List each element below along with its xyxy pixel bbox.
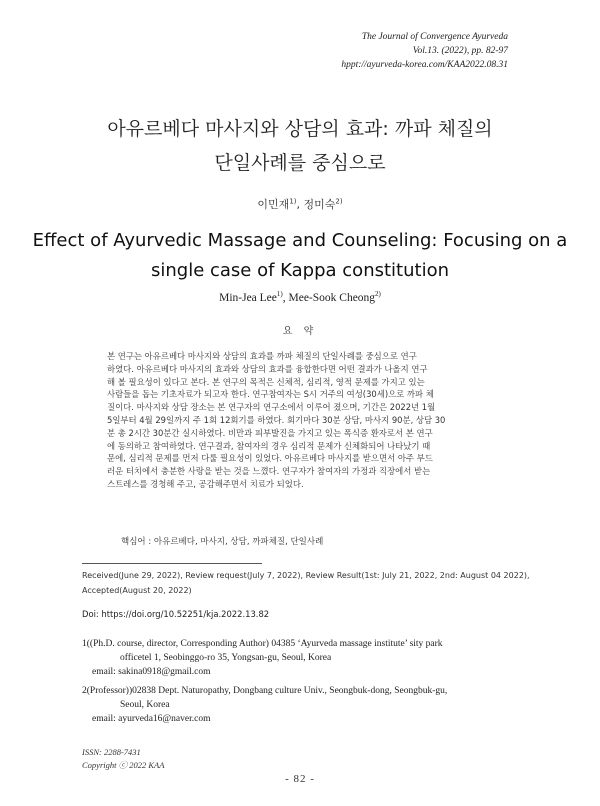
author-ko-1: 이민재 [257, 198, 290, 211]
author-ko-1-mark: 1) [289, 197, 297, 206]
abstract-line: 5일부터 4월 29일까지 주 1회 12회기를 하였다. 회기마다 30분 상담, 마사지 90분, 상담 30 [107, 414, 446, 425]
abstract-line: 하였다. 아유르베다 마사지의 효과와 상담의 효과를 융합한다면 어떤 결과가 나올지 연구 [107, 363, 428, 374]
author-en-1: Min-Jea Lee [219, 291, 277, 304]
footnote-divider [82, 563, 262, 564]
copyright: Copyright ⓒ 2022 KAA [82, 760, 165, 770]
affiliation-2-line-1: 2(Professor))02838 Dept. Naturopathy, Dongbang culture Univ., Seongbuk-dong, Seongbuk-gu, [82, 686, 448, 696]
issn: ISSN: 2288-7431 [82, 747, 141, 757]
review-history-line-1: Received(June 29, 2022), Review request(July 7, 2022), Review Result(1st: July 21, 2022, 2nd: August 04 2022), [82, 571, 530, 580]
abstract-line: 분 총 2시간 30분간 실시하였다. 비만과 피부발진을 가지고 있는 폭식증 환자로서 본 연구 [107, 427, 433, 438]
author-ko-separator: , [296, 198, 304, 211]
author-ko-2-mark: 2) [335, 197, 343, 206]
keywords: 핵심어 : 아유르베다, 마사지, 상담, 까파체질, 단일사례 [121, 537, 324, 547]
journal-name: The Journal of Convergence Ayurveda [361, 32, 508, 42]
journal-header [341, 30, 508, 72]
issn-block [82, 746, 164, 772]
abstract-line: 에 동의하고 참여하였다. 연구결과, 참여자의 경우 심리적 문제가 신체화되어 나타났기 때 [107, 440, 431, 451]
author-en-2: Mee-Sook Cheong [288, 291, 376, 304]
korean-title-line-2: 단일사례를 중심으로 [214, 152, 386, 174]
affiliation-2-email[interactable]: email: ayurveda16@naver.com [92, 714, 211, 724]
abstract-line: 문에, 심리적 문제를 먼저 다룰 필요성이 있었다. 아유르베다 마사지를 받으면서 아주 부드 [107, 453, 433, 464]
journal-url: hppt://ayurveda-korea.com/KAA2022.08.31 [341, 60, 508, 70]
review-history [82, 568, 532, 598]
affiliation-2 [82, 684, 522, 726]
korean-authors [0, 196, 600, 212]
affiliation-1-email[interactable]: email: sakina0918@gmail.com [92, 667, 211, 677]
abstract-body [107, 350, 509, 491]
korean-title [0, 112, 600, 180]
affiliation-2-line-2: Seoul, Korea [120, 700, 170, 710]
abstract-line: 스트레스를 경청해 주고, 공감해주면서 치료가 되었다. [107, 478, 304, 489]
abstract-line: 본 연구는 아유르베다 마사지와 상담의 효과를 까파 체질의 단일사례를 중심으로 연구 [107, 351, 417, 361]
abstract-line: 사람들을 돕는 기초자료가 되고자 한다. 연구참여자는 S시 거주의 여성(30세)으로 까파 체 [107, 389, 434, 400]
journal-volume: Vol.13. (2022), pp. 82-97 [412, 46, 508, 56]
author-en-1-mark: 1) [276, 290, 283, 298]
abstract-line: 해 볼 필요성이 있다고 본다. 본 연구의 목적은 신체적, 심리적, 영적 문제를 가지고 있는 [107, 376, 425, 387]
affiliation-1-line-1: 1((Ph.D. course, director, Corresponding Author) 04385 ‘Ayurveda massage institute’ sity park [82, 639, 443, 649]
author-ko-2: 정미숙 [303, 198, 336, 211]
doi-link[interactable]: Doi: https://doi.org/10.52251/kja.2022.13.82 [82, 609, 270, 619]
author-en-separator: , [282, 291, 289, 304]
review-history-line-2: Accepted(August 20, 2022) [82, 586, 192, 595]
english-authors [0, 290, 600, 304]
korean-title-line-1: 아유르베다 마사지와 상담의 효과: 까파 체질의 [107, 118, 493, 140]
abstract-line: 러운 터치에서 충분한 사랑을 받는 것을 느꼈다. 연구자가 참여자의 가정과 직장에서 받는 [107, 466, 431, 477]
english-title-line-2: single case of Kappa constitution [150, 260, 449, 281]
page-number: - 82 - [285, 773, 315, 785]
affiliation-1-line-2: officetel 1, Seobinggo-ro 35, Yongsan-gu, Seoul, Korea [120, 653, 332, 663]
english-title-line-1: Effect of Ayurvedic Massage and Counseling: Focusing on a [32, 230, 568, 251]
english-title [0, 226, 600, 286]
author-en-2-mark: 2) [375, 290, 381, 298]
abstract-heading: 요 약 [282, 326, 318, 337]
abstract-line: 질이다. 마사지와 상담 장소는 본 연구자의 연구소에서 이루어 졌으며, 기간은 2022년 1월 [107, 402, 436, 413]
affiliation-1 [82, 637, 522, 679]
